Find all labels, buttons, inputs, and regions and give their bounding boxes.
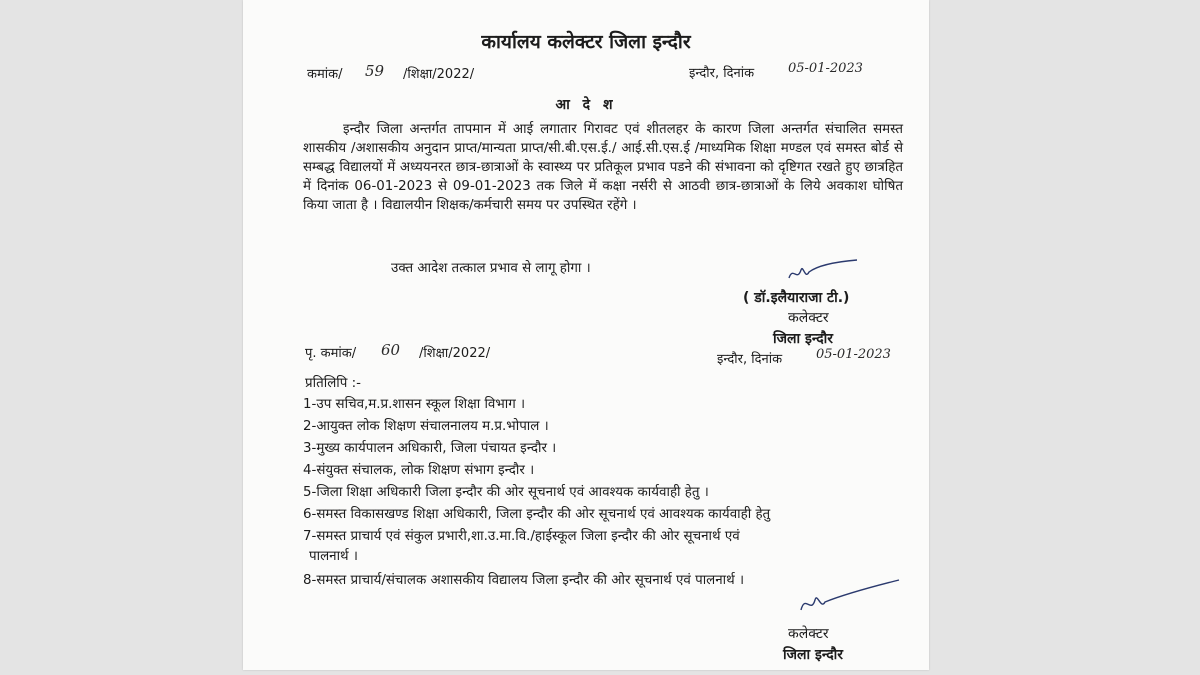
copy-item: 8-समस्त प्राचार्य/संचालक अशासकीय विद्यालय जिला इन्दौर की ओर सूचनार्थ एवं पालनार्थ । xyxy=(303,573,745,588)
copy-item: 4-संयुक्त संचालक, लोक शिक्षण संभाग इन्दौर । xyxy=(303,463,535,478)
sig-place-date-label: इन्दौर, दिनांक xyxy=(717,352,783,367)
collector-designation: कलेक्टर xyxy=(788,626,829,642)
order-document xyxy=(243,0,929,670)
order-ref-number: 59 xyxy=(365,62,385,80)
effect-line: उक्त आदेश तत्काल प्रभाव से लागू होगा । xyxy=(391,261,591,276)
signature-mark xyxy=(783,258,863,288)
sig-date: 05-01-2023 xyxy=(816,347,891,362)
office-title: कार्यालय कलेक्टर जिला इन्दौर xyxy=(481,31,691,53)
copy-item: 5-जिला शिक्षा अधिकारी जिला इन्दौर की ओर सूचनार्थ एवं आवश्यक कार्यवाही हेतु । xyxy=(303,485,709,500)
copy-to-label: प्रतिलिपि :- xyxy=(305,376,361,391)
copy-item: 1-उप सचिव,म.प्र.शासन स्कूल शिक्षा विभाग । xyxy=(303,397,526,412)
copy-item: 3-मुख्य कार्यपालन अधिकारी, जिला पंचायत इन्दौर । xyxy=(303,441,557,456)
copy-item: 7-समस्त प्राचार्य एवं संकुल प्रभारी,शा.उ.मा.वि./हाईस्कूल जिला इन्दौर की ओर सूचनार्थ एवं xyxy=(303,529,740,544)
order-heading: आ दे श xyxy=(555,97,617,113)
order-body-paragraph: इन्दौर जिला अन्तर्गत तापमान में आई लगातार गिरावट एवं शीतलहर के कारण जिला अन्तर्गत संचालित समस्त शासकीय /अशासकीय अनुदान प्राप्त/मान्यता प्राप्त/सी.बी.एस.ई./ आई.सी.एस.ई /माध्यमिक शिक्षा मण्डल एवं समस्त बोर्ड से सम्बद्ध विद्यालयों में अध्ययनरत छात्र-छात्राओं के स्वास्थ्य पर प्रतिकूल प्रभाव पडने की संभावना को दृष्टिगत रखते हुए छात्रहित में दिनांक 06-01-2023 से 09-01-2023 तक जिले में कक्षा नर्सरी से आठवी छात्र-छात्राओं के लिये अवकाश घोषित किया जाता है । विद्यालयीन शिक्षक/कर्मचारी समय पर उपस्थित रहेंगे । xyxy=(303,122,903,213)
order-ref-label: कमांक/ xyxy=(307,67,343,82)
endorsement-ref-number: 60 xyxy=(381,341,401,359)
copy-item-continuation: पालनार्थ । xyxy=(309,549,358,564)
endorsement-ref-label: पृ. कमांक/ xyxy=(305,346,357,361)
order-date: 05-01-2023 xyxy=(788,61,863,76)
endorsement-ref-suffix: /शिक्षा/2022/ xyxy=(419,346,491,361)
order-place-date-label: इन्दौर, दिनांक xyxy=(689,66,755,81)
signature-mark xyxy=(795,580,905,620)
collector-district: जिला इन्दौर xyxy=(773,331,833,347)
collector-designation: कलेक्टर xyxy=(788,310,829,326)
order-ref-suffix: /शिक्षा/2022/ xyxy=(403,67,475,82)
copy-item: 2-आयुक्त लोक शिक्षण संचालनालय म.प्र.भोपाल । xyxy=(303,419,549,434)
collector-name: ( डॉ.इलैयाराजा टी.) xyxy=(743,290,850,306)
copy-item: 6-समस्त विकासखण्ड शिक्षा अधिकारी, जिला इन्दौर की ओर सूचनार्थ एवं आवश्यक कार्यवाही हेतु xyxy=(303,507,771,522)
collector-district: जिला इन्दौर xyxy=(783,647,843,663)
